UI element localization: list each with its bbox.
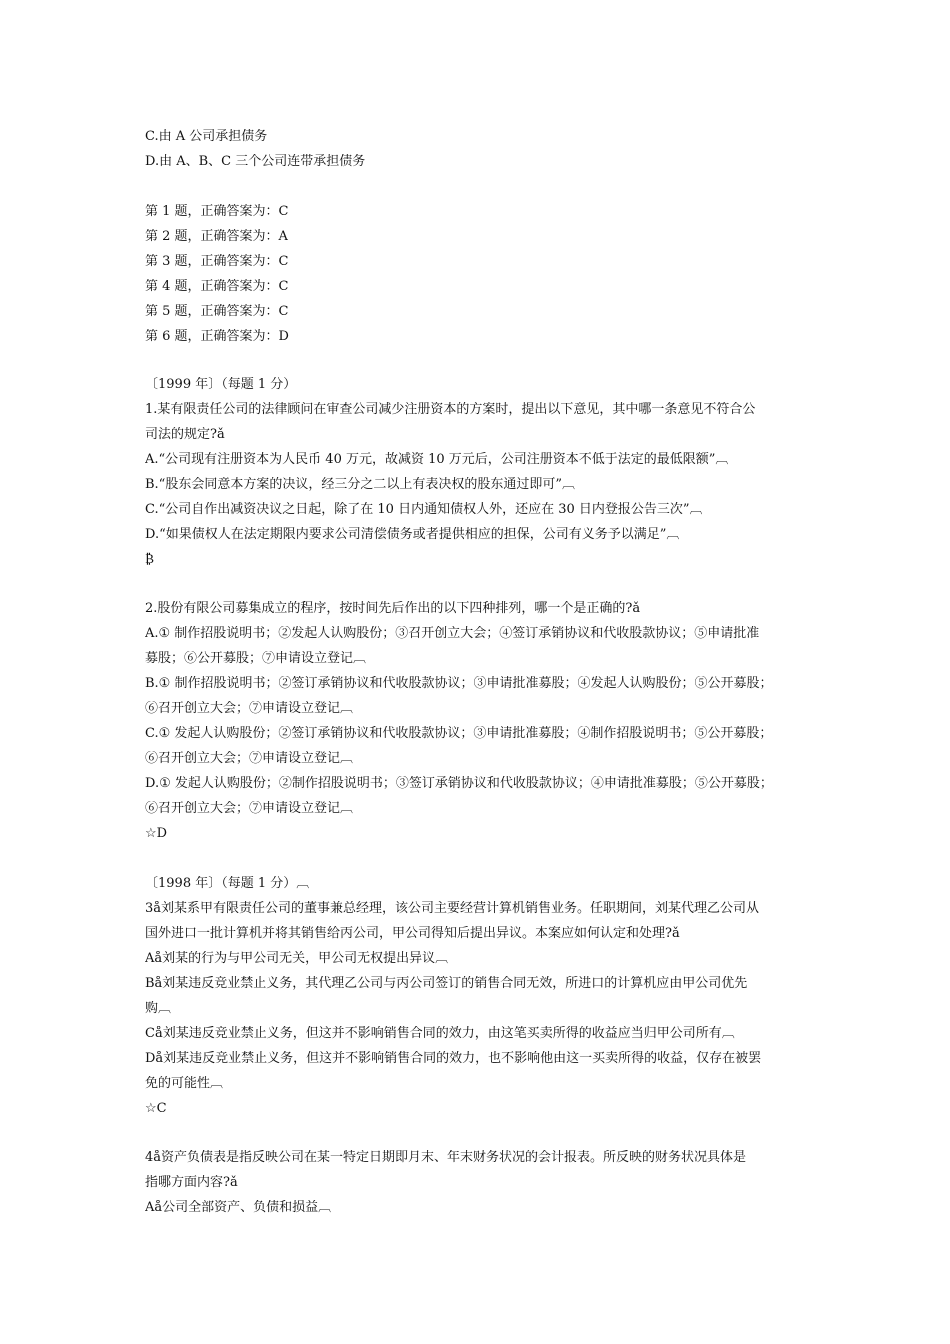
question-4-text: 4ǻ资产负债表是指反映公司在某一特定日期即月末、年末财务状况的会计报表。所反映的财务状况具体是 [145, 1150, 747, 1165]
question-3-text-cont: 国外进口一批计算机并将其销售给丙公司，甲公司得知后提出异议。本案应如何认定和处理?ǎ [145, 926, 680, 941]
question-1-option-a: A.“公司现有注册资本为人民币 40 万元，故减资 10 万元后，公司注册资本不低于法定的最低限额”︹ [145, 452, 729, 467]
answer-line-2: 第 2 题，正确答案为：A [145, 229, 288, 244]
question-2-option-b-cont: ⑥召开创立大会；⑦申请设立登记︹ [145, 701, 354, 716]
question-1-text: 1.某有限责任公司的法律顾问在审查公司减少注册资本的方案时，提出以下意见，其中哪一条意见不符合公 [145, 402, 756, 417]
question-2-answer: ☆D [145, 826, 168, 841]
question-1-answer: ₿ [145, 552, 154, 567]
question-3-text: 3ǻ刘某系甲有限责任公司的董事兼总经理，该公司主要经营计算机销售业务。任职期间，刘某代理乙公司从 [145, 901, 760, 916]
question-4-text-cont: 指哪方面内容?ǎ [145, 1175, 238, 1190]
answer-line-4: 第 4 题，正确答案为：C [145, 279, 289, 294]
question-1-text-cont: 司法的规定?ǎ [145, 427, 225, 442]
question-1-option-c: C.“公司自作出减资决议之日起，除了在 10 日内通知债权人外，还应在 30 日内登报公告三次”︹ [145, 502, 703, 517]
question-3-option-d-cont: 免的可能性︹ [145, 1076, 224, 1091]
question-2-option-a-cont: 募股；⑥公开募股；⑦申请设立登记︹ [145, 651, 367, 666]
question-2-option-d-cont: ⑥召开创立大会；⑦申请设立登记︹ [145, 801, 354, 816]
question-2-option-d: D.① 发起人认购股份；②制作招股说明书；③签订承销协议和代收股款协议；④申请批准募股；⑤公开募股； [145, 776, 773, 791]
answer-line-5: 第 5 题，正确答案为：C [145, 304, 289, 319]
option-c-line: C.由 A 公司承担债务 [145, 129, 268, 144]
section-heading-1998: 〔1998 年〕（每题 1 分）︹ [145, 876, 310, 891]
question-3-option-c: Cǻ刘某违反竞业禁止义务，但这并不影响销售合同的效力，由这笔买卖所得的收益应当归甲公司所有︹ [145, 1026, 735, 1041]
question-2-option-a: A.① 制作招股说明书；②发起人认购股份；③召开创立大会；④签订承销协议和代收股款协议；⑤申请批准 [145, 626, 760, 641]
question-2-text: 2.股份有限公司募集成立的程序，按时间先后作出的以下四种排列，哪一个是正确的?ǎ [145, 601, 641, 616]
question-2-option-c: C.① 发起人认购股份；②签订承销协议和代收股款协议；③申请批准募股；④制作招股说明书；⑤公开募股； [145, 726, 773, 741]
answer-line-6: 第 6 题，正确答案为：D [145, 329, 289, 344]
answer-line-1: 第 1 题，正确答案为：C [145, 204, 289, 219]
question-3-option-b: Bǻ刘某违反竞业禁止义务，其代理乙公司与丙公司签订的销售合同无效，所进口的计算机应由甲公司优先 [145, 976, 748, 991]
answer-line-3: 第 3 题，正确答案为：C [145, 254, 289, 269]
question-4-option-a: Aǻ公司全部资产、负债和损益︹ [145, 1200, 332, 1215]
question-3-option-d: Dǻ刘某违反竞业禁止义务，但这并不影响销售合同的效力，也不影响他由这一买卖所得的收益，仅存在被罢 [145, 1051, 762, 1066]
question-2-option-b: B.① 制作招股说明书；②签订承销协议和代收股款协议；③申请批准募股；④发起人认购股份；⑤公开募股； [145, 676, 773, 691]
question-2-option-c-cont: ⑥召开创立大会；⑦申请设立登记︹ [145, 751, 354, 766]
option-d-line: D.由 A、B、C 三个公司连带承担债务 [145, 154, 366, 169]
question-3-option-b-cont: 购︹ [145, 1001, 172, 1016]
question-1-option-d: D.“如果债权人在法定期限内要求公司清偿债务或者提供相应的担保，公司有义务予以满足”︹ [145, 527, 680, 542]
question-3-answer: ☆C [145, 1101, 167, 1116]
question-3-option-a: Aǻ刘某的行为与甲公司无关，甲公司无权提出异议︹ [145, 951, 449, 966]
question-1-option-b: B.“股东会同意本方案的决议，经三分之二以上有表决权的股东通过即可”︹ [145, 477, 575, 492]
section-heading-1999: 〔1999 年〕（每题 1 分） [145, 377, 297, 392]
